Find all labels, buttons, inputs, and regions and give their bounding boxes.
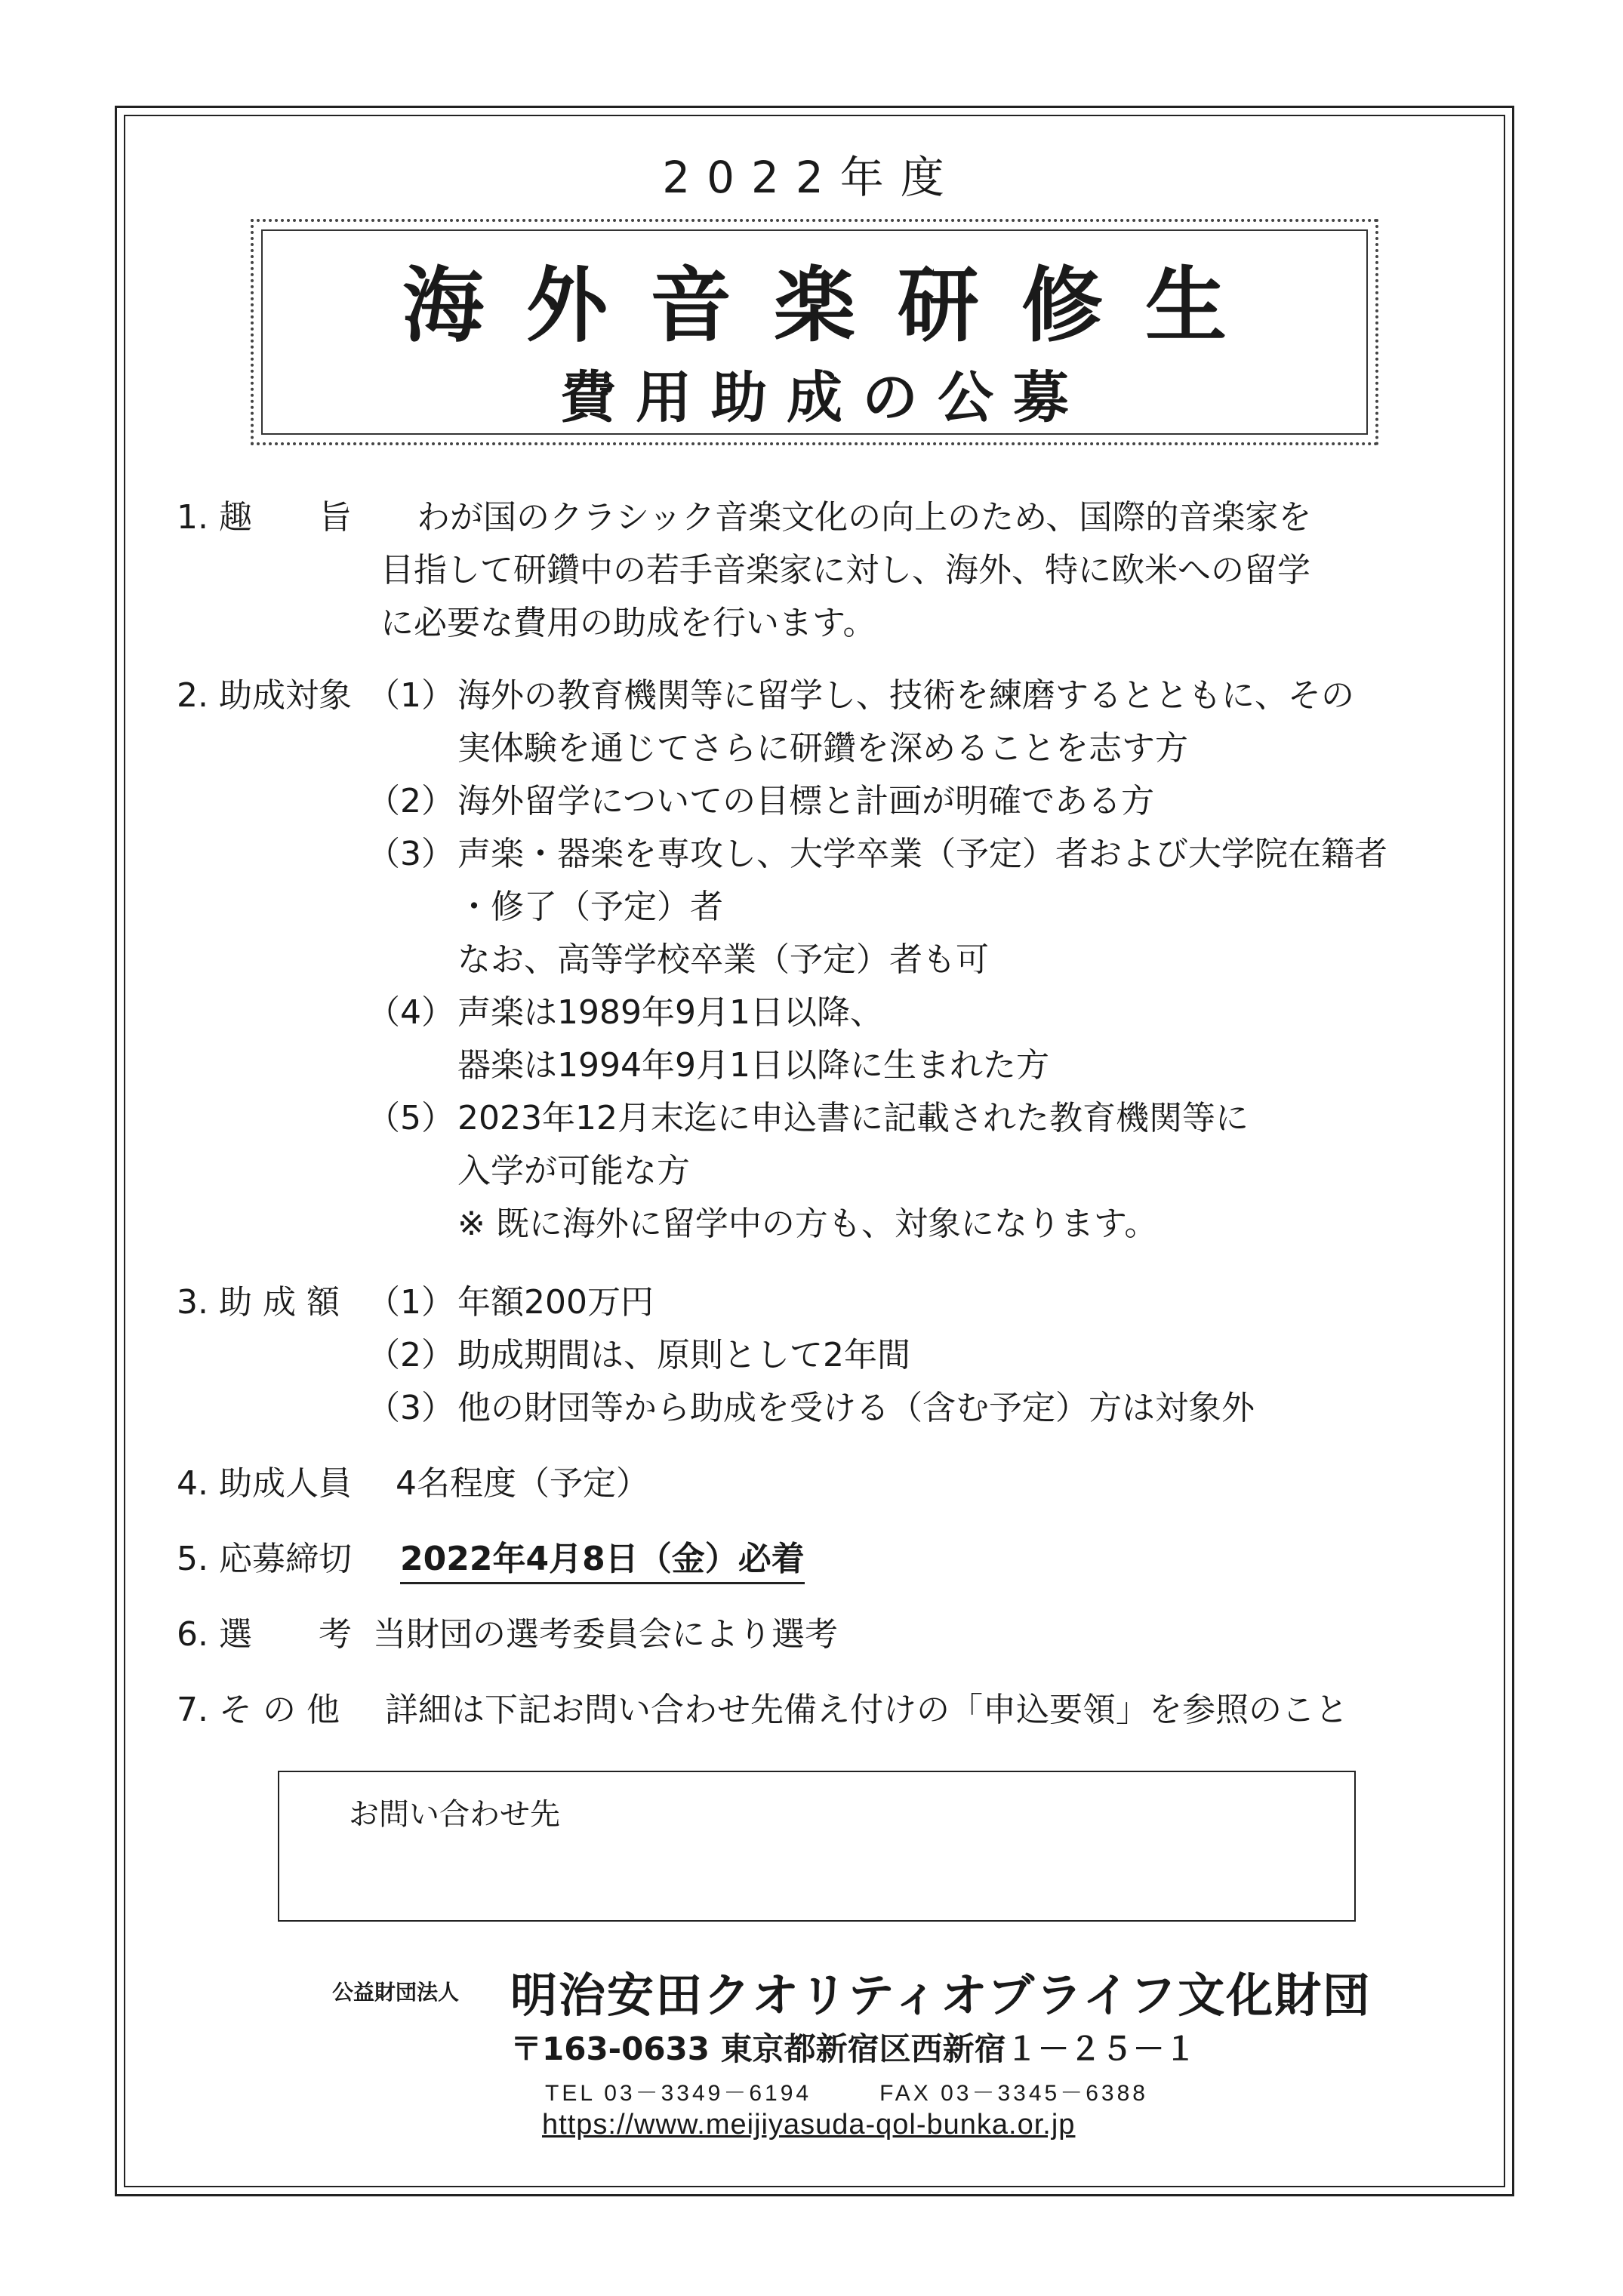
section-6-label: 選 考 [219,1615,352,1654]
tel-fax [545,2074,1148,2107]
section-2-item-5-line-2: 入学が可能な方 [457,1152,690,1190]
org-type: 公益財団法人 [332,1980,460,2005]
section-2-label: 助成対象 [219,676,352,715]
section-7-text: 詳細は下記お問い合わせ先備え付けの「申込要領」を参照のこと [385,1691,1348,1729]
section-4-number: 4. [177,1464,208,1503]
section-3-label: 助 成 額 [219,1283,340,1322]
section-2-item-1-line-1: 海外の教育機関等に留学し、技術を練磨するとともに、その [457,676,1354,715]
section-2-number: 2. [177,676,208,715]
year-heading: 2022年度 [662,152,961,203]
section-1-line-1: わが国のクラシック音楽文化の向上のため、国際的音楽家を [417,498,1312,537]
section-2-item-2-line-1: 海外留学についての目標と計画が明確である方 [457,782,1155,820]
section-2-item-5-note: ※ 既に海外に留学中の方も、対象になります。 [457,1205,1158,1243]
section-3-item-1-marker: （1） [367,1283,454,1322]
section-1-line-2: 目指して研鑽中の若手音楽家に対し、海外、特に欧米への留学 [380,551,1310,589]
section-3-item-2-text: 助成期間は、原則として2年間 [457,1336,910,1374]
section-3-item-3-marker: （3） [367,1389,454,1427]
page-title: 海外音楽研修生 [402,259,1269,353]
section-1-label: 趣 旨 [219,498,352,537]
section-2-item-5-line-1: 2023年12月末迄に申込書に記載された教育機関等に [457,1099,1249,1137]
section-4-text: 4名程度（予定） [396,1464,649,1503]
fax-number: FAX 03－3345－6388 [879,2081,1148,2106]
section-2-item-4-marker: （4） [367,993,454,1032]
section-2-item-3-line-2: ・修了（予定）者 [457,888,723,926]
section-2-item-1-marker: （1） [367,676,454,715]
address: 〒163-0633 東京都新宿区西新宿１－２５－１ [510,2030,1196,2067]
tel-number: TEL 03－3349－6194 [545,2081,812,2106]
section-2-item-3-line-1: 声楽・器楽を専攻し、大学卒業（予定）者および大学院在籍者 [457,835,1387,873]
section-4-label: 助成人員 [219,1464,352,1503]
section-5-number: 5. [177,1540,208,1578]
section-3-number: 3. [177,1283,208,1322]
section-6-number: 6. [177,1615,208,1654]
section-5-label: 応募締切 [219,1540,352,1578]
section-7-number: 7. [177,1691,208,1729]
section-2-item-3-line-3: なお、高等学校卒業（予定）者も可 [457,940,989,979]
section-2-item-5-marker: （5） [367,1099,454,1137]
organization-name: 明治安田クオリティオブライフ文化財団 [510,1968,1372,2023]
section-2-item-3-marker: （3） [367,835,454,873]
section-1-number: 1. [177,498,208,537]
section-2-item-2-marker: （2） [367,782,454,820]
section-6-text: 当財団の選考委員会により選考 [373,1615,838,1654]
section-3-item-1-text: 年額200万円 [457,1283,654,1322]
section-2-item-1-line-2: 実体験を通じてさらに研鑽を深めることを志す方 [457,729,1188,768]
section-2-item-4-line-2: 器楽は1994年9月1日以降に生まれた方 [457,1046,1049,1085]
section-1-line-3: に必要な費用の助成を行います。 [380,604,876,642]
contact-label: お問い合わせ先 [349,1797,560,1832]
section-3-item-2-marker: （2） [367,1336,454,1374]
deadline-text: 2022年4月8日（金）必着 [400,1543,805,1584]
section-3-item-3-text: 他の財団等から助成を受ける（含む予定）方は対象外 [457,1389,1255,1427]
section-7-label: そ の 他 [219,1691,340,1729]
website-link[interactable]: https://www.meijiyasuda-qol-bunka.or.jp [542,2109,1076,2141]
section-2-item-4-line-1: 声楽は1989年9月1日以降、 [457,993,883,1032]
page-subtitle: 費用助成の公募 [560,365,1089,430]
